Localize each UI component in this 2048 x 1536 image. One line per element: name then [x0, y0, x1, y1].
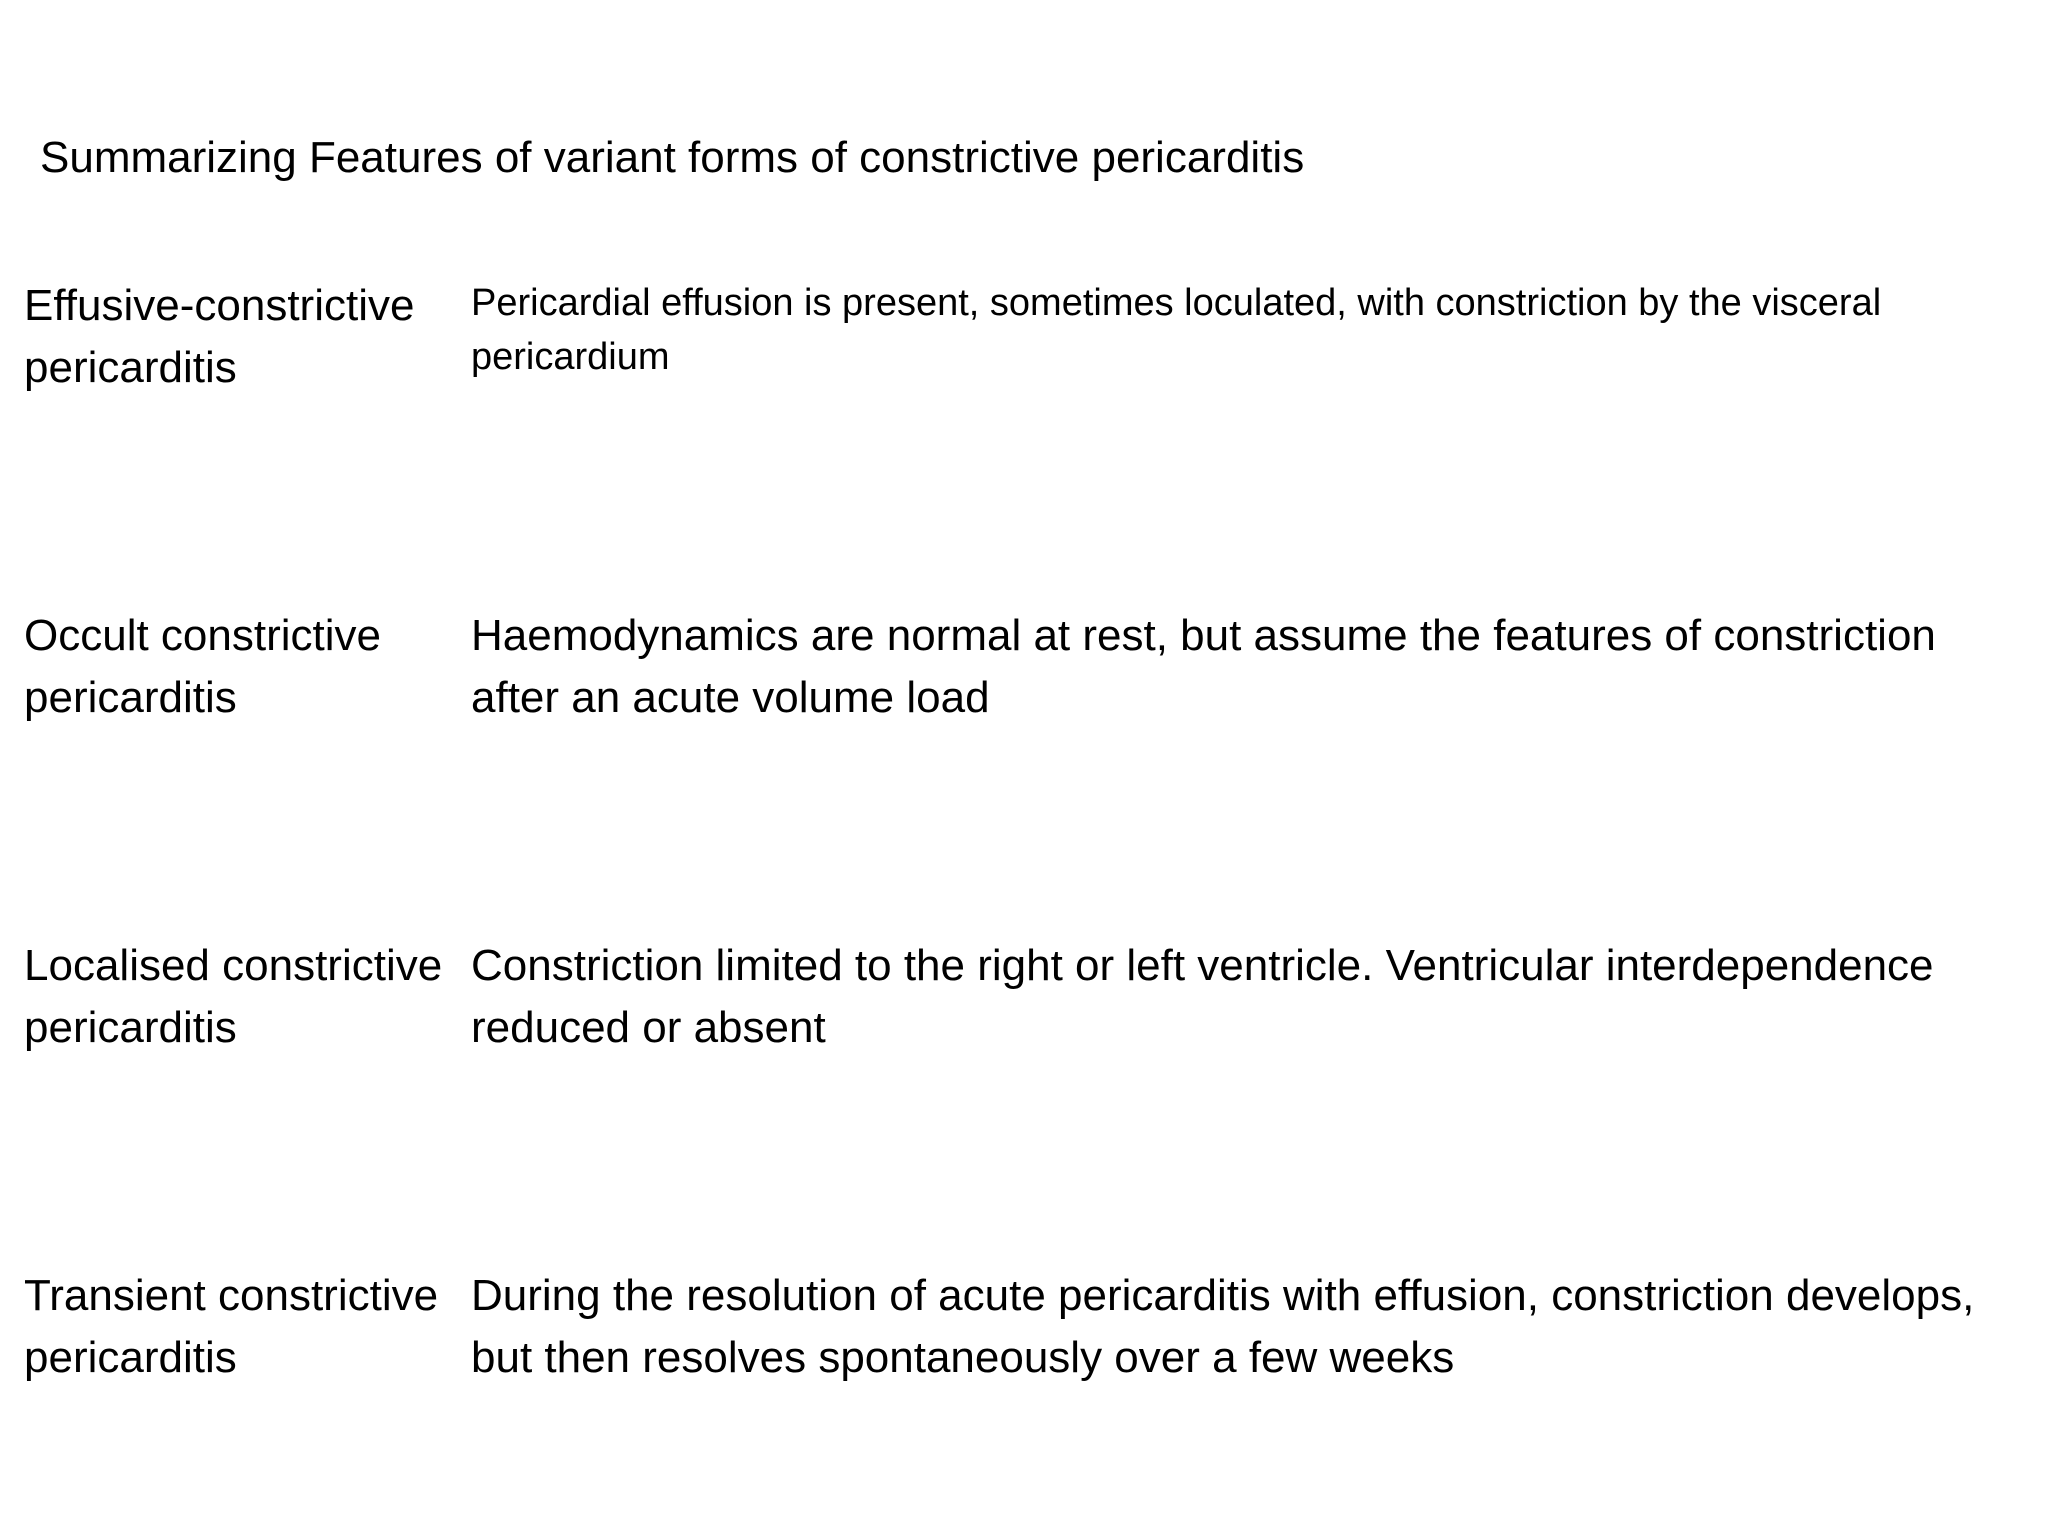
- row-description-localised-constrictive: Constriction limited to the right or left ventricle. Ventricular interdependence reduced or absent: [471, 941, 1934, 1052]
- row-term-localised-constrictive: Localised constrictive pericarditis: [24, 941, 443, 1052]
- slide-title: Summarizing Features of variant forms of constrictive pericarditis: [40, 133, 1305, 182]
- row-term-effusive-constrictive: Effusive-constrictive pericarditis: [24, 281, 415, 392]
- row-description-occult-constrictive: Haemodynamics are normal at rest, but assume the features of constriction after an acute volume load: [471, 611, 1936, 722]
- row-description-transient-constrictive: During the resolution of acute pericarditis with effusion, constriction develops, but then resolves spontaneously over a few weeks: [471, 1271, 1975, 1382]
- row-description-effusive-constrictive: Pericardial effusion is present, sometimes loculated, with constriction by the visceral pericardium: [471, 282, 1882, 378]
- row-term-occult-constrictive: Occult constrictive pericarditis: [24, 611, 381, 722]
- row-term-transient-constrictive: Transient constrictive pericarditis: [24, 1271, 439, 1382]
